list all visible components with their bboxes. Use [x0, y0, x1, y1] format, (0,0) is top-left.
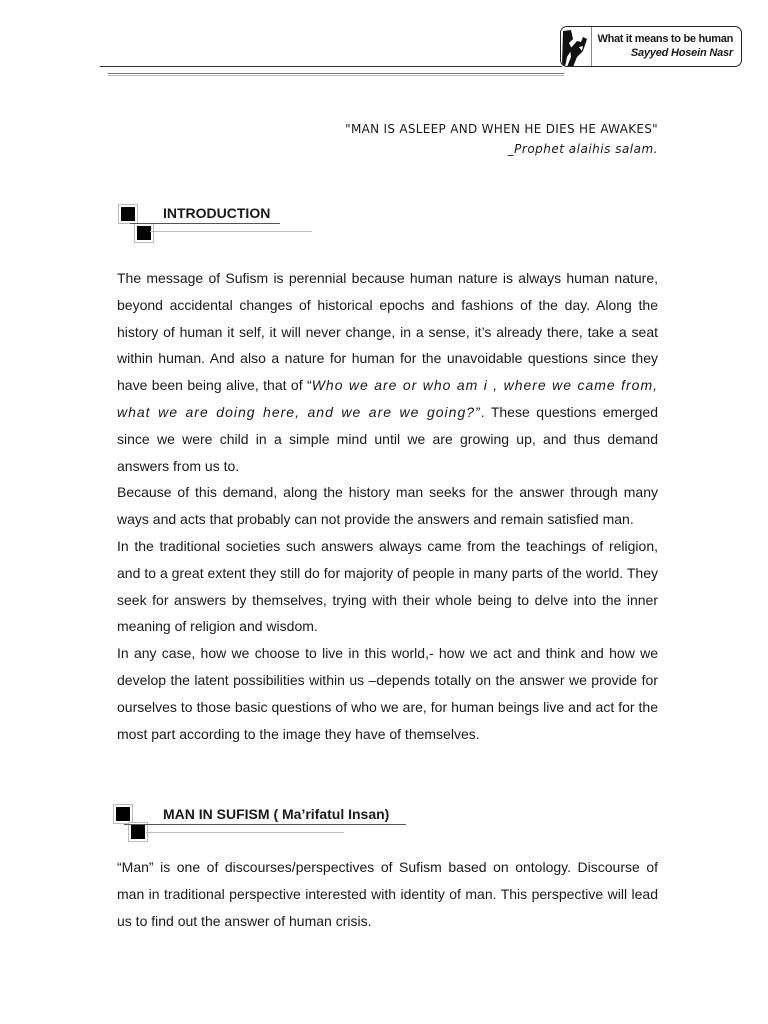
paragraph: Because of this demand, along the history man seeks for the answer through many ways and acts that probably can not provide the answers and remain satisfied man. [117, 484, 658, 528]
paragraph-italic-text: Who we are or who am i , where we came from, what we are doing here, and we are we going?” [117, 377, 659, 420]
header-tag [560, 26, 742, 67]
paragraph-text: The message of Sufism is perennial because human nature is always human nature, beyond accidental changes of historical epochs and fashions of the day. Along the history of human it self, it will never change, in a sense, it’s already there, take a seat within human. And also a nature for human for the unavoidable questions since they have been being alive, that of “ [117, 270, 658, 394]
man-in-sufism-body [117, 854, 658, 934]
header-rule-secondary [108, 73, 564, 74]
header-rule [100, 66, 562, 67]
header-title: What it means to be human [597, 33, 733, 45]
epigraph [345, 122, 658, 156]
section-title-man-in-sufism: MAN IN SUFISM ( Ma’rifatul Insan) [163, 806, 390, 822]
epigraph-quote: "MAN IS ASLEEP AND WHEN HE DIES HE AWAKES" [345, 122, 658, 136]
paragraph-text: . These questions emerged since we were child in a simple mind until we are growing up, and thus demand answers from us to. [117, 403, 658, 474]
paragraph: “Man” is one of discourses/perspectives of Sufism based on ontology. Discourse of man in traditional perspective interested with identity of man. This perspective will lead us to find out the answer of human crisis. [117, 859, 658, 929]
section-underline-secondary [150, 231, 312, 232]
hands-emblem-icon [561, 27, 592, 67]
section-underline [130, 223, 280, 224]
paragraph [117, 265, 658, 479]
section-underline-secondary [146, 832, 344, 833]
header-author: Sayyed Hosein Nasr [630, 47, 733, 59]
header-rule-tertiary [108, 75, 564, 76]
section-underline [124, 824, 406, 825]
introduction-body [117, 265, 658, 747]
epigraph-attribution: _Prophet alaihis salam. [507, 142, 658, 156]
paragraph: In any case, how we choose to live in this world,- how we act and think and how we develop the latent possibilities within us –depends totally on the answer we provide for ourselves to those basic questions of who we are, for human beings live and act for the most part according to the image they have of themselves. [117, 645, 658, 742]
section-title-introduction: INTRODUCTION [163, 205, 271, 221]
paragraph: In the traditional societies such answers always came from the teachings of religion, and to a great extent they still do for majority of people in many parts of the world. They seek for answers by themselves, trying with their whole being to delve into the inner meaning of religion and wisdom. [117, 537, 658, 635]
